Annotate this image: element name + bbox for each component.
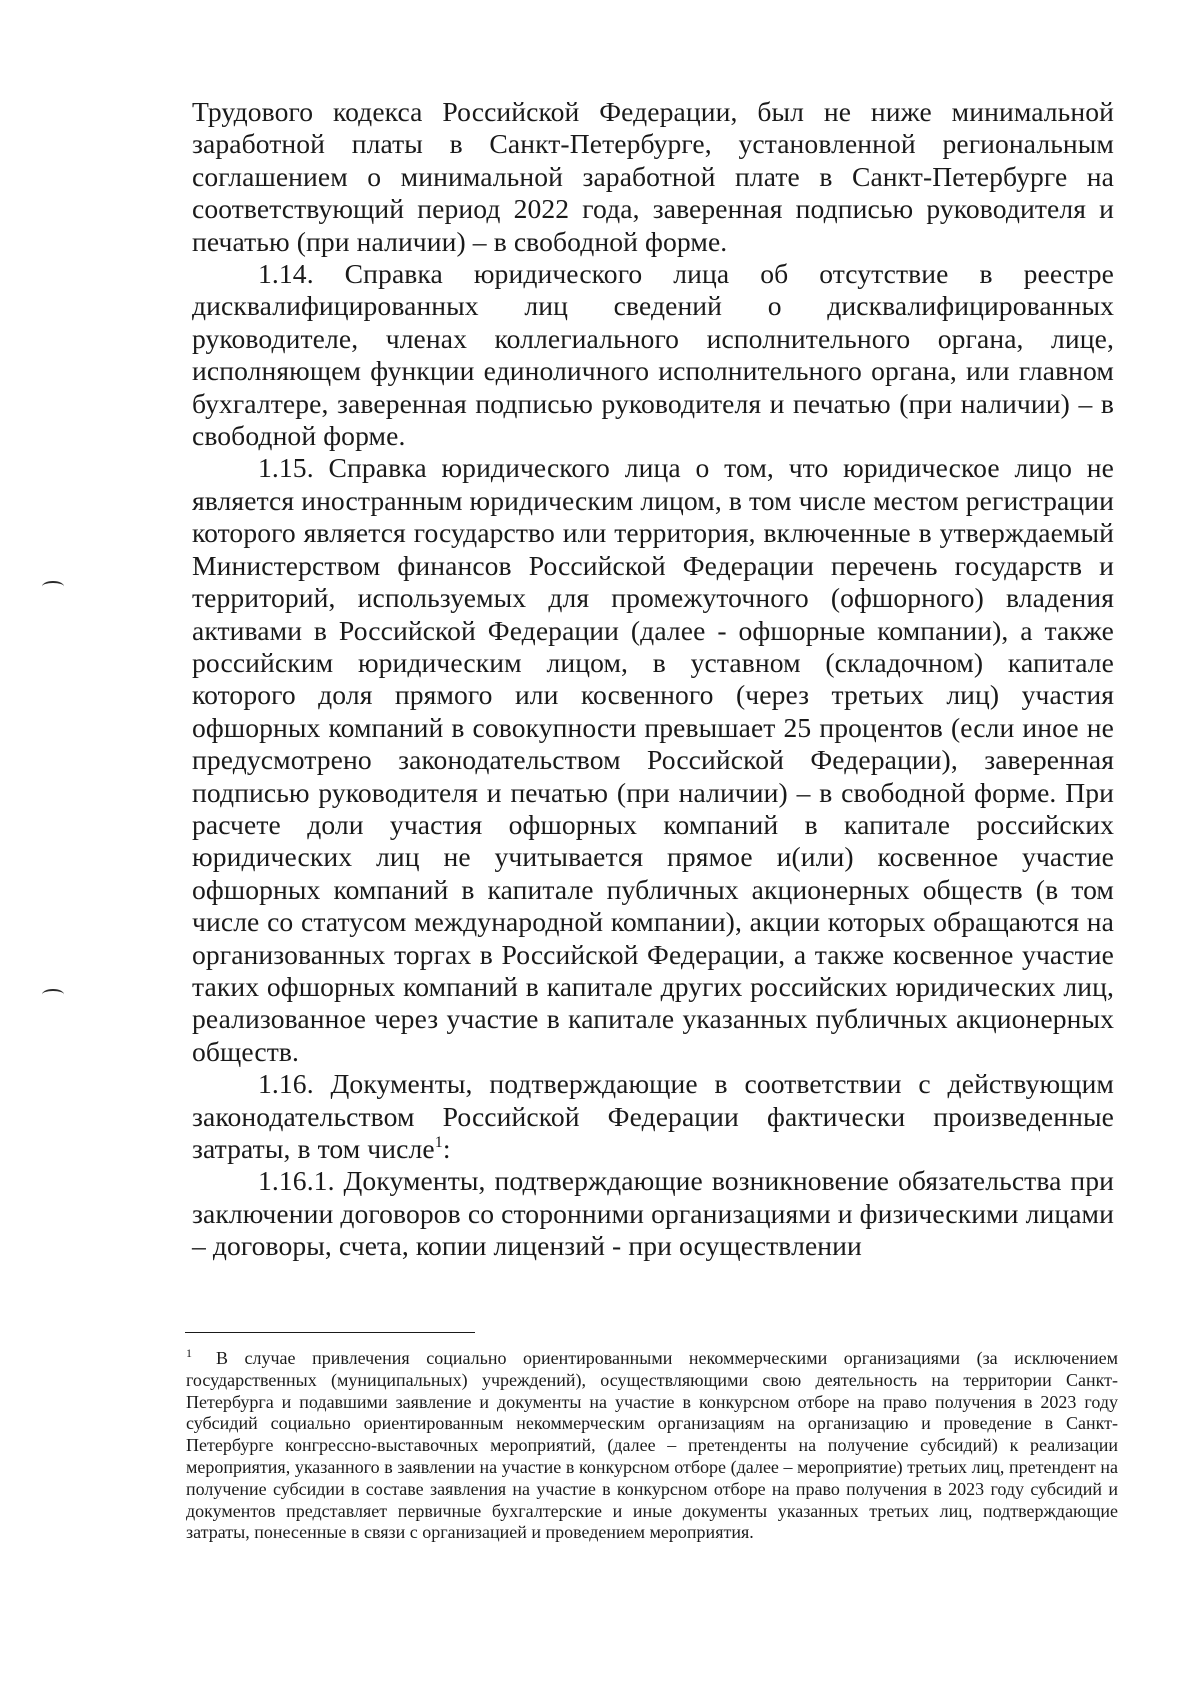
binding-hole-mark-bottom	[42, 989, 64, 1000]
footnote-mark: 1	[186, 1346, 192, 1360]
paragraph-1-15: 1.15. Справка юридического лица о том, что юридическое лицо не является иностранным юридическим лицом, в том числе местом регистрации которого является государство или территория, включенные в утверждаемый Министерством финансов Российской Федерации перечень государств и территорий, используемых для промежуточного (офшорного) владения активами в Российской Федерации (далее - офшорные компании), а также российским юридическим лицом, в уставном (складочном) капитале которого доля прямого или косвенного (через третьих лиц) участия офшорных компаний в совокупности превышает 25 процентов (если иное не предусмотрено законодательством Российской Федерации), заверенная подписью руководителя и печатью (при наличии) – в свободной форме. При расчете доли участия офшорных компаний в капитале российских юридических лиц не учитывается прямое и(или) косвенное участие офшорных компаний в капитале публичных акционерных обществ (в том числе со статусом международной компании), акции которых обращаются на организованных торгах в Российской Федерации, а также косвенное участие таких офшорных компаний в капитале других российских юридических лиц, реализованное через участие в капитале указанных публичных акционерных обществ.	[192, 452, 1114, 1067]
footnote-separator	[185, 1332, 475, 1333]
paragraph-1-14: 1.14. Справка юридического лица об отсутствие в реестре дисквалифицированных лиц сведений о дисквалифицированных руководителе, членах коллегиального исполнительного органа, лице, исполняющем функции единоличного исполнительного органа, или главном бухгалтере, заверенная подписью руководителя и печатью (при наличии) – в свободной форме.	[192, 258, 1114, 452]
paragraph-1-16	[192, 1068, 1114, 1165]
document-body	[192, 96, 1114, 1263]
paragraph-1-16-1: 1.16.1. Документы, подтверждающие возникновение обязательства при заключении договоров со сторонними организациями и физическими лицами – договоры, счета, копии лицензий - при осуществлении	[192, 1165, 1114, 1262]
footnote-reference: 1	[434, 1134, 443, 1151]
paragraph-continuation: Трудового кодекса Российской Федерации, был не ниже минимальной заработной платы в Санкт-Петербурге, установленной региональным соглашением о минимальной заработной плате в Санкт-Петербурге на соответствующий период 2022 года, заверенная подписью руководителя и печатью (при наличии) – в свободной форме.	[192, 96, 1114, 257]
paragraph-1-16-tail: :	[442, 1133, 451, 1164]
paragraph-1-16-text: 1.16. Документы, подтверждающие в соответствии с действующим законодательством Российской Федерации фактически произведенные затраты, в том числе	[192, 1068, 1114, 1164]
binding-hole-mark-top	[42, 581, 64, 592]
footnote-text: В случае привлечения социально ориентированными некоммерческими организациями (за исключением государственных (муниципальных) учреждений), осуществляющими свою деятельность на территории Санкт-Петербурга и подавшими заявление и документы на участие в конкурсном отборе на право получения в 2023 году субсидий социально ориентированным некоммерческим организациям на организацию и проведение в Санкт-Петербурге конгрессно-выставочных мероприятий, (далее – претенденты на получение субсидий) к реализации мероприятия, указанного в заявлении на участие в конкурсном отборе (далее – мероприятие) третьих лиц, претендент на получение субсидии в составе заявления на участие в конкурсном отборе на право получения в 2023 году субсидий и документов представляет первичные бухгалтерские и иные документы указанных третьих лиц, подтверждающие затраты, понесенные в связи с организацией и проведением мероприятия.	[186, 1348, 1118, 1543]
footnote	[186, 1348, 1118, 1544]
